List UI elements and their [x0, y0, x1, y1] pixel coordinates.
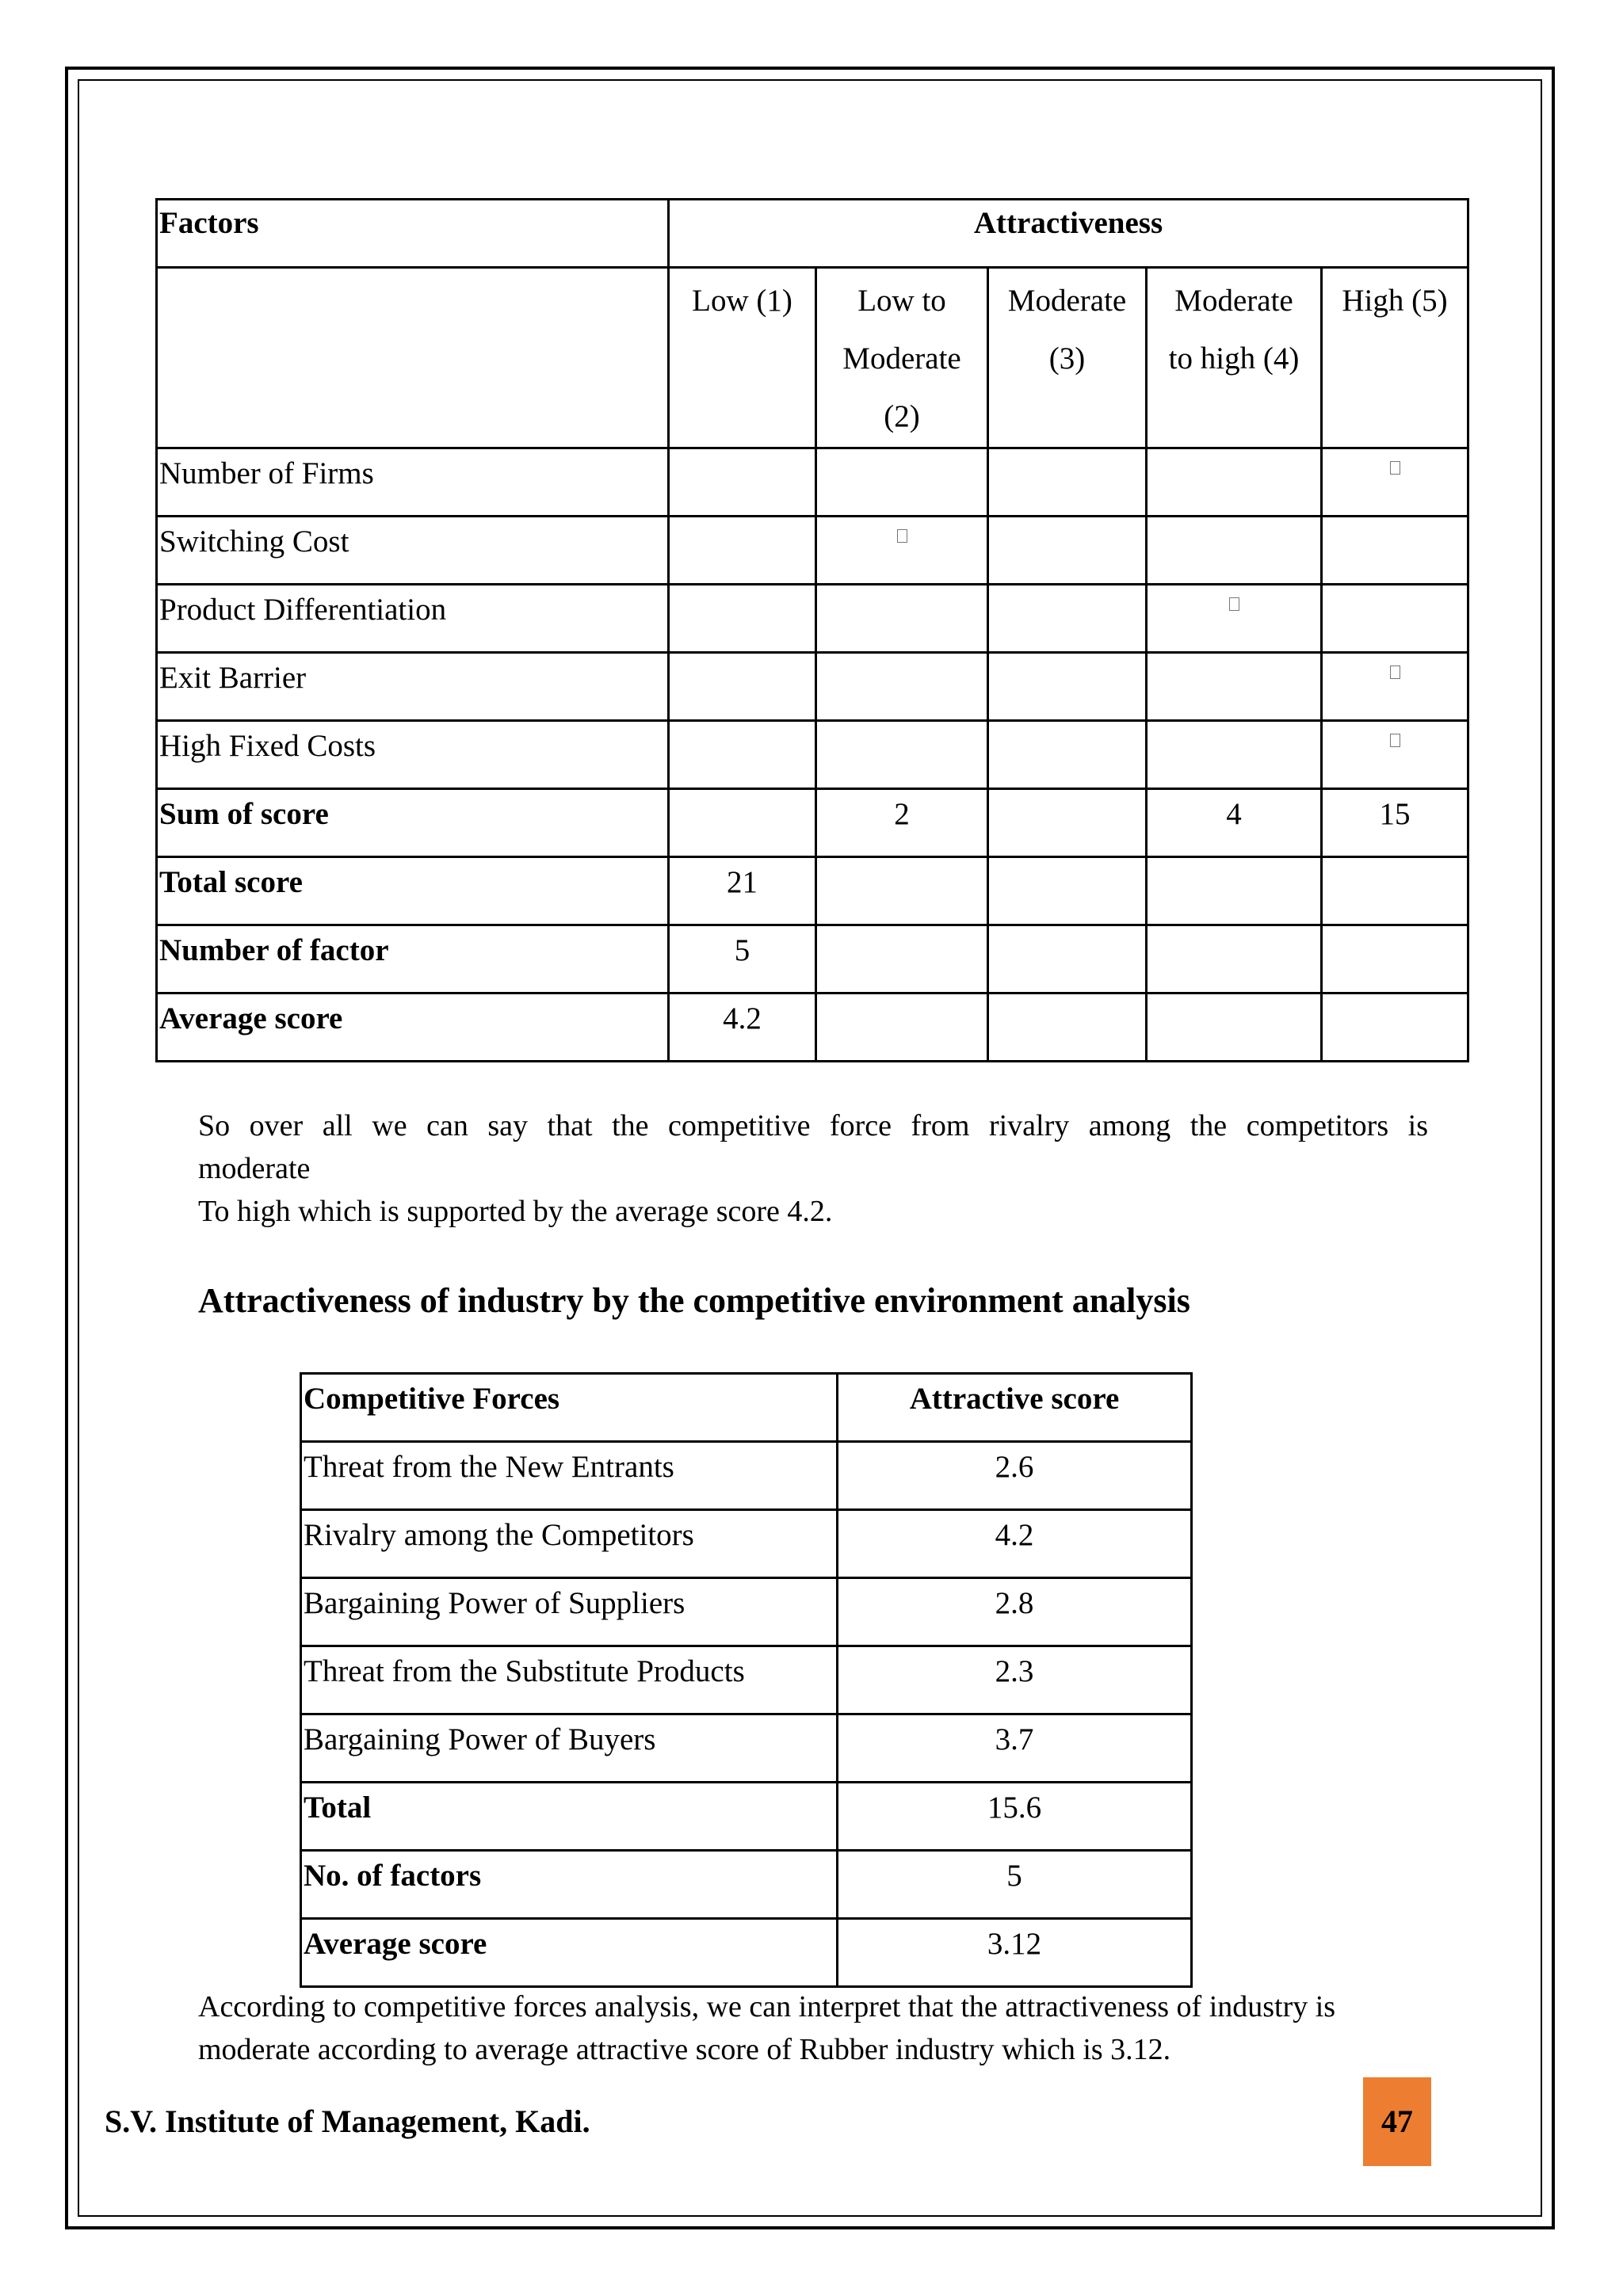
paragraph-line: To high which is supported by the average score 4.2.	[198, 1195, 833, 1228]
check-mark-icon	[897, 529, 907, 543]
factor-label: Switching Cost	[159, 524, 349, 559]
number-of-factor-row: Number of factor 5	[157, 925, 1468, 994]
rivalry-factors-table	[155, 198, 1469, 1062]
interpretation-paragraph	[198, 1985, 1428, 2071]
no-of-factors-row: No. of factors 5	[301, 1851, 1192, 1919]
factor-rows	[157, 448, 1468, 789]
factor-row	[157, 721, 1468, 789]
force-row	[301, 1442, 1192, 1510]
paragraph-line: So over all we can say that the competitive force from rivalry among the competitors is	[198, 1109, 1428, 1142]
force-label: Threat from the New Entrants	[304, 1450, 674, 1484]
check-mark-icon	[1390, 666, 1400, 679]
header-factors: Factors	[157, 200, 669, 268]
factor-row	[157, 585, 1468, 653]
paragraph-line: moderate	[198, 1152, 311, 1185]
section-heading: Attractiveness of industry by the competitive environment analysis	[198, 1281, 1190, 1320]
level-low-to-moderate: Low to Moderate (2)	[816, 268, 988, 448]
force-score: 2.8	[995, 1586, 1034, 1620]
factor-row	[157, 653, 1468, 721]
level-moderate-to-high: Moderate to high (4)	[1147, 268, 1322, 448]
force-row	[301, 1578, 1192, 1646]
force-score: 3.7	[995, 1722, 1034, 1756]
table-header-row	[157, 200, 1468, 268]
table-levels-row	[157, 268, 1468, 448]
level-high: High (5)	[1322, 268, 1468, 448]
page-number-badge: 47	[1363, 2077, 1431, 2166]
force-label: Rivalry among the Competitors	[304, 1518, 694, 1552]
factor-label: High Fixed Costs	[159, 729, 376, 763]
total-score-row: Total score 21	[157, 857, 1468, 925]
average-score-row: Average score 3.12	[301, 1919, 1192, 1987]
force-row	[301, 1510, 1192, 1578]
force-score: 2.3	[995, 1654, 1034, 1688]
paragraph-line: moderate according to average attractive score of Rubber industry which is 3.12.	[198, 2033, 1171, 2066]
factor-label: Number of Firms	[159, 456, 374, 490]
check-mark-icon	[1390, 461, 1400, 475]
check-mark-icon	[1229, 597, 1239, 611]
sum-row: Sum of score 2 4 15	[157, 789, 1468, 857]
level-moderate: Moderate (3)	[988, 268, 1147, 448]
header-attractiveness: Attractiveness	[669, 200, 1468, 268]
factor-label: Product Differentiation	[159, 593, 447, 627]
table-header-row: Competitive Forces Attractive score	[301, 1374, 1192, 1442]
total-row: Total 15.6	[301, 1783, 1192, 1851]
institute-name: S.V. Institute of Management, Kadi.	[105, 2103, 590, 2139]
rivalry-conclusion-paragraph	[198, 1104, 1428, 1233]
check-mark-icon	[1390, 734, 1400, 747]
force-row	[301, 1714, 1192, 1783]
force-label: Bargaining Power of Suppliers	[304, 1586, 685, 1620]
force-row	[301, 1646, 1192, 1714]
factor-label: Exit Barrier	[159, 661, 307, 695]
force-score: 4.2	[995, 1518, 1034, 1552]
force-score: 2.6	[995, 1450, 1034, 1484]
level-low: Low (1)	[669, 268, 816, 448]
factor-row	[157, 448, 1468, 517]
average-score-row: Average score 4.2	[157, 994, 1468, 1062]
force-label: Bargaining Power of Buyers	[304, 1722, 656, 1756]
force-rows	[301, 1442, 1192, 1783]
force-label: Threat from the Substitute Products	[304, 1654, 745, 1688]
competitive-forces-table	[300, 1372, 1193, 1988]
paragraph-line: According to competitive forces analysis, we can interpret that the attractiveness of industry is	[198, 1990, 1336, 2023]
factor-row	[157, 517, 1468, 585]
